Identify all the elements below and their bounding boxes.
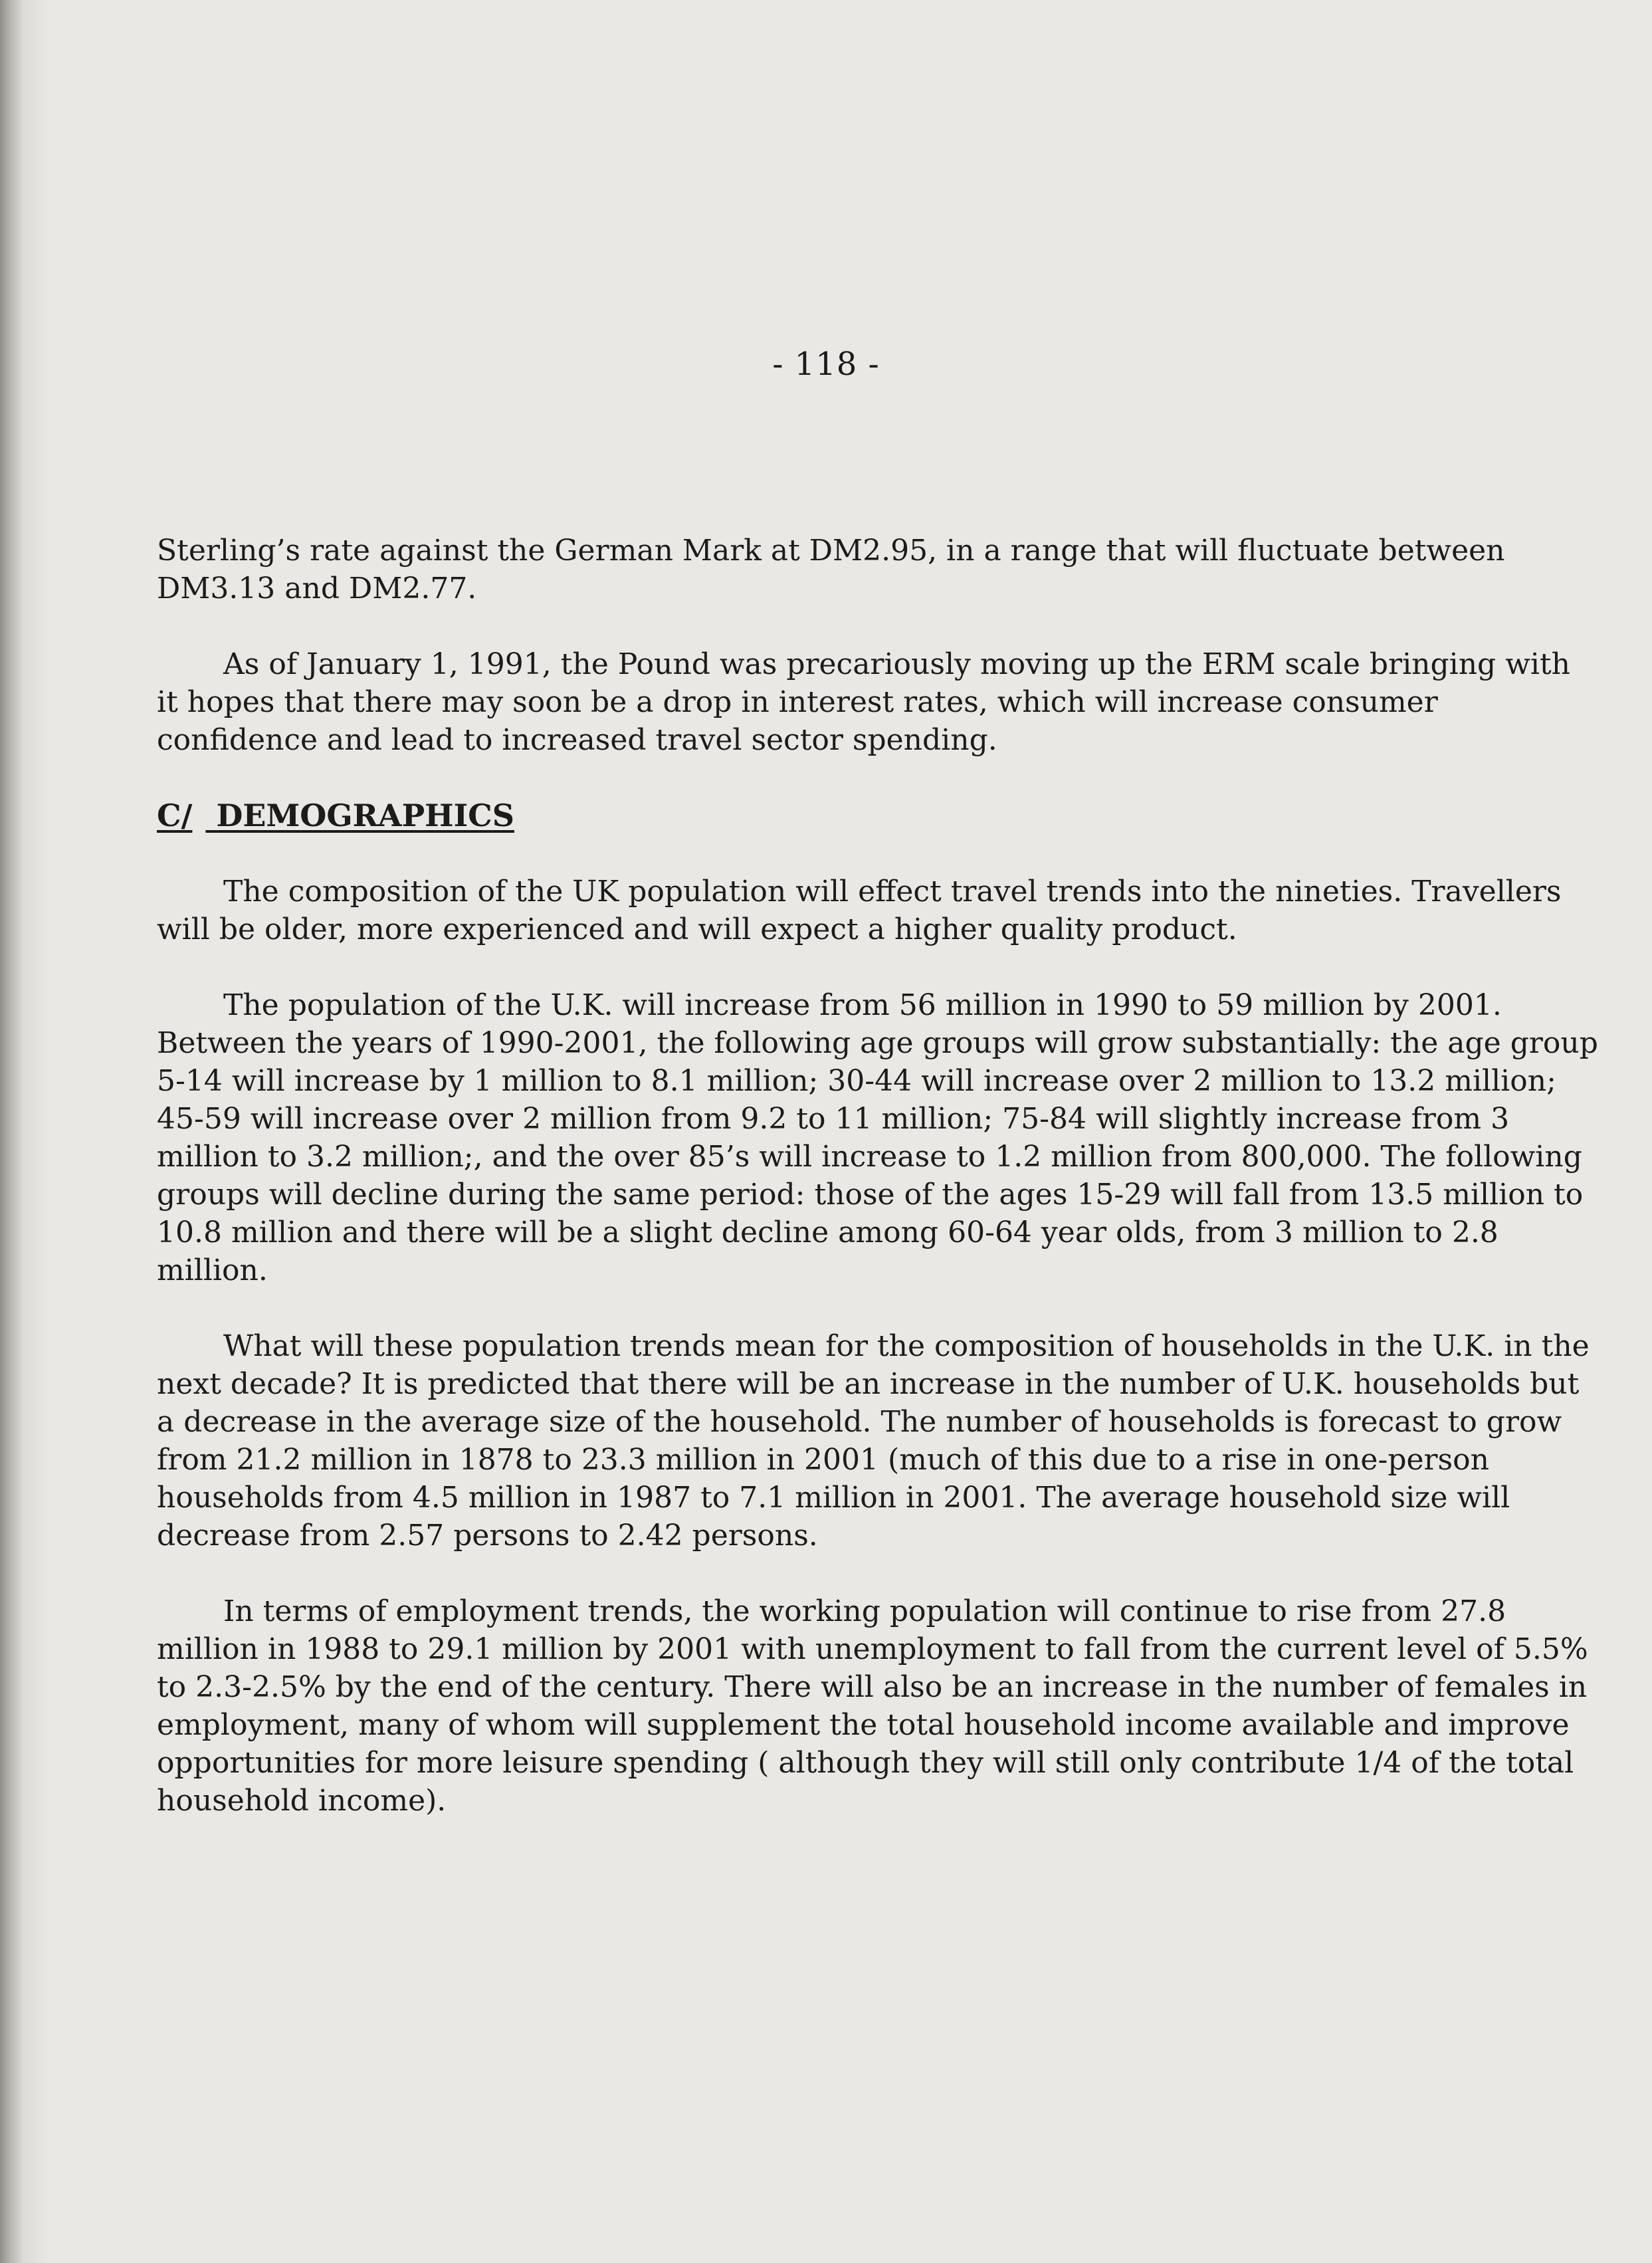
section-heading-demographics	[157, 797, 1599, 835]
paragraph-employment: In terms of employment trends, the working population will continue to rise from 27.8 million in 1988 to 29.1 million by 2001 with unemployment to fall from the current level of 5.5% to 2.3-2.5% by the end of the century. There will also be an increase in the number of females in employment, many of whom will supplement the total household income available and improve opportunities for more leisure spending ( although they will still only contribute 1/4 of the total household income).	[157, 1594, 1588, 1818]
paragraph-population-growth: The population of the U.K. will increase from 56 million in 1990 to 59 million by 2001. Between the years of 1990-2001, the following age groups will grow substantially: the age group 5-14 will increase by 1 million to 8.1 million; 30-44 will increase over 2 million to 13.2 million; 45-59 will increase over 2 million from 9.2 to 11 million; 75-84 will slightly increase from 3 million to 3.2 million;, and the over 85’s will increase to 1.2 million from 800,000. The following groups will decline during the same period: those of the ages 15-29 will fall from 13.5 million to 10.8 million and there will be a slight decline among 60-64 year olds, from 3 million to 2.8 million.	[157, 988, 1598, 1287]
page-number: - 118 -	[772, 346, 880, 383]
document-body	[157, 532, 1599, 1858]
section-title: DEMOGRAPHICS	[216, 798, 514, 833]
paragraph-households: What will these population trends mean for the composition of households in the U.K. in the next decade? It is predicted that there will be an increase in the number of U.K. households but a decrease in the average size of the household. The number of households is forecast to grow from 21.2 million in 1878 to 23.3 million in 2001 (much of this due to a rise in one-person households from 4.5 million in 1987 to 7.1 million in 2001. The average household size will decrease from 2.57 persons to 2.42 persons.	[157, 1329, 1590, 1553]
binding-shadow	[23, 0, 49, 2263]
paragraph-pound-erm: As of January 1, 1991, the Pound was precariously moving up the ERM scale bringing with it hopes that there may soon be a drop in interest rates, which will increase consumer confidence and lead to increased travel sector spending.	[157, 647, 1570, 757]
paragraph-sterling-rate: Sterling’s rate against the German Mark at DM2.95, in a range that will fluctuate between DM3.13 and DM2.77.	[157, 534, 1505, 605]
paragraph-population-composition: The composition of the UK population will effect travel trends into the nineties. Travellers will be older, more experienced and will expect a higher quality product.	[157, 875, 1562, 946]
section-letter: C/	[157, 798, 193, 833]
page-binding-edge	[0, 0, 23, 2263]
